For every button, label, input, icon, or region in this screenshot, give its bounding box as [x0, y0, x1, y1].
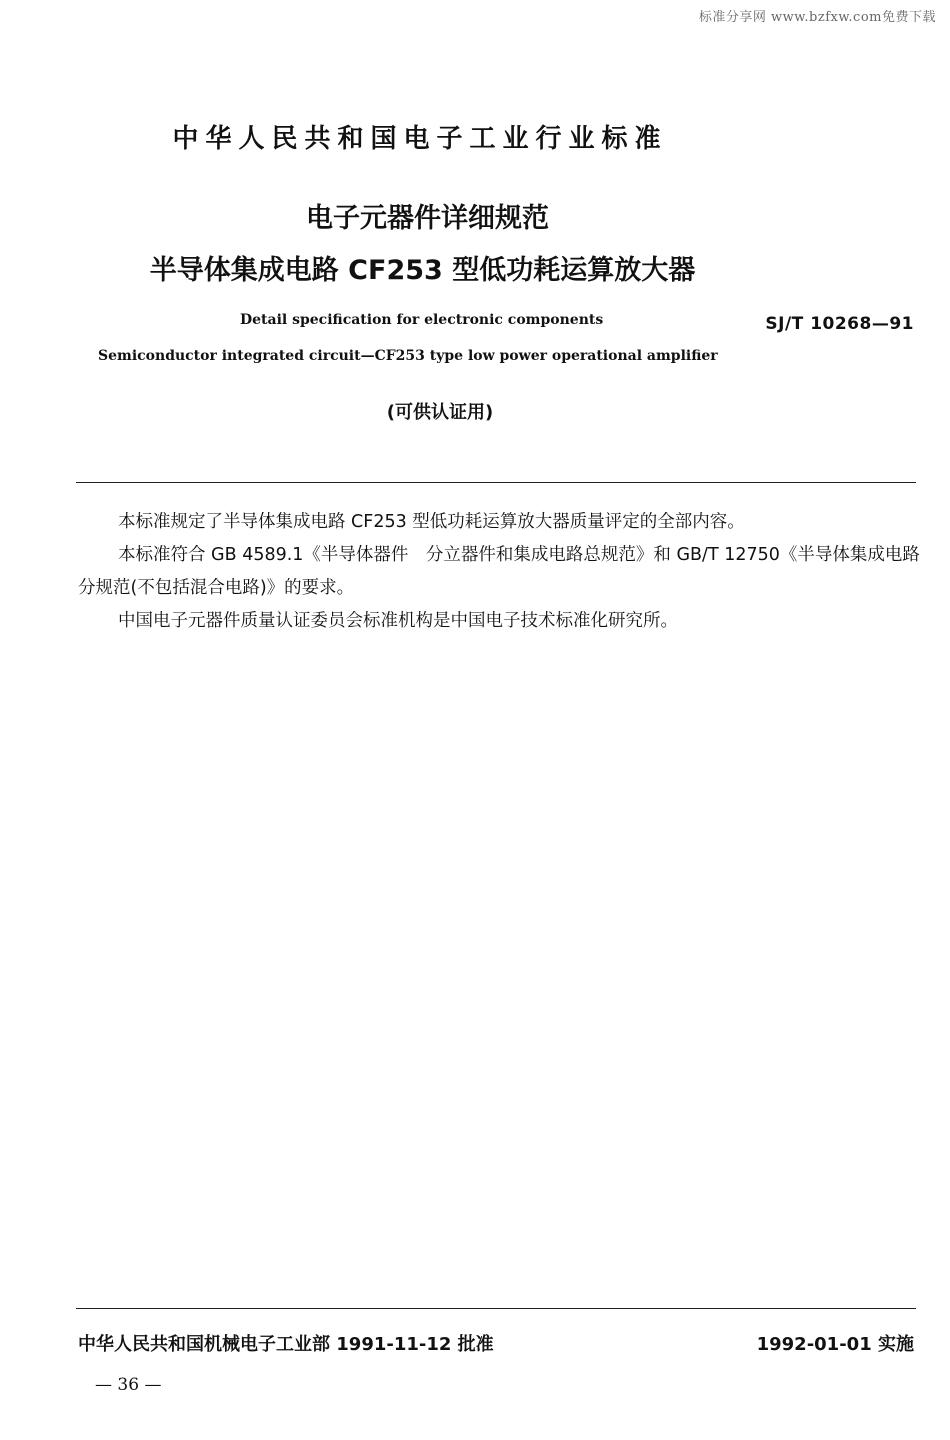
watermark-text: 标准分享网 www.bzfxw.com免费下载 — [698, 10, 936, 25]
body-text — [78, 506, 920, 638]
document-title-line1: 电子元器件详细规范 — [306, 203, 549, 234]
english-title-line2: Semiconductor integrated circuit—CF253 type low power operational amplifier — [98, 348, 718, 364]
certification-note: (可供认证用) — [386, 402, 494, 423]
page-number: — 36 — — [95, 1375, 162, 1395]
bottom-divider — [76, 1308, 916, 1309]
top-divider — [76, 482, 916, 483]
industry-standard-heading: 中华人民共和国电子工业行业标准 — [172, 124, 668, 154]
approval-statement: 中华人民共和国机械电子工业部 1991-11-12 批准 — [78, 1334, 494, 1355]
document-title-line2: 半导体集成电路 CF253 型低功耗运算放大器 — [149, 255, 696, 286]
standard-number: SJ/T 10268—91 — [765, 314, 914, 334]
english-title-line1: Detail specification for electronic components — [240, 312, 604, 328]
body-paragraph: 本标准符合 GB 4589.1《半导体器件 分立器件和集成电路总规范》和 GB/T 12750《半导体集成电路分规范(不包括混合电路)》的要求。 — [78, 545, 920, 598]
body-paragraph: 本标准规定了半导体集成电路 CF253 型低功耗运算放大器质量评定的全部内容。 — [118, 512, 745, 532]
body-paragraph: 中国电子元器件质量认证委员会标准机构是中国电子技术标准化研究所。 — [118, 611, 678, 631]
effective-date: 1992-01-01 实施 — [756, 1334, 914, 1355]
